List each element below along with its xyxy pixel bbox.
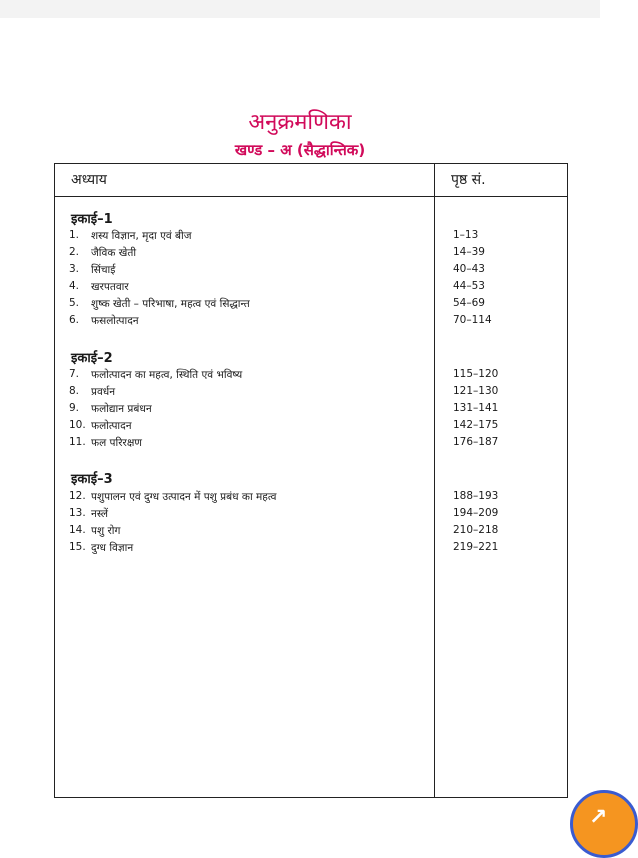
chapter-title: पशुपालन एवं दुग्ध उत्पादन में पशु प्रबंध का महत्व (91, 491, 277, 503)
page-range: 54–69 (453, 297, 485, 309)
toc-row[interactable] (69, 385, 559, 401)
chapter-number: 7. (69, 368, 80, 380)
page-range: 142–175 (453, 419, 499, 431)
page-range: 14–39 (453, 246, 485, 258)
chapter-number: 15. (69, 541, 86, 553)
toc-row[interactable] (69, 297, 559, 313)
chapter-title: दुग्ध विज्ञान (91, 542, 134, 554)
chapter-title: नस्लें (91, 508, 109, 520)
page-range: 194–209 (453, 507, 499, 519)
toc-row[interactable] (69, 263, 559, 279)
page-title: अनुक्रमणिका (248, 110, 352, 135)
page-range: 44–53 (453, 280, 485, 292)
toc-row[interactable] (69, 419, 559, 435)
chapter-title: फलोत्पादन (91, 420, 132, 432)
toc-row[interactable] (69, 541, 559, 557)
chapter-title: जैविक खेती (91, 247, 137, 259)
chapter-number: 3. (69, 263, 80, 275)
chapter-title: पशु रोग (91, 525, 121, 537)
page-range: 40–43 (453, 263, 485, 275)
toc-row[interactable] (69, 280, 559, 296)
page-range: 176–187 (453, 436, 499, 448)
toc-row[interactable] (69, 246, 559, 262)
unit-heading: इकाई–1 (71, 212, 113, 227)
toc-row[interactable] (69, 314, 559, 330)
toc-row[interactable] (69, 229, 559, 245)
chapter-title: फल परिरक्षण (91, 437, 142, 449)
chapter-number: 11. (69, 436, 86, 448)
unit-heading: इकाई–2 (71, 351, 113, 366)
toc-row[interactable] (69, 524, 559, 540)
unit-heading: इकाई–3 (71, 472, 113, 487)
arrow-up-right-icon: ↗ (589, 805, 608, 830)
chapter-column-header: अध्याय (71, 172, 107, 188)
page-range: 1–13 (453, 229, 479, 241)
page-range: 70–114 (453, 314, 492, 326)
chapter-number: 6. (69, 314, 80, 326)
page-column-header: पृष्ठ सं. (451, 172, 486, 188)
chapter-title: शुष्क खेती – परिभाषा, महत्व एवं सिद्धान्त (91, 298, 250, 310)
contents-table (54, 163, 568, 798)
chapter-number: 13. (69, 507, 86, 519)
toc-row[interactable] (69, 368, 559, 384)
chapter-number: 4. (69, 280, 80, 292)
chapter-title: खरपतवार (91, 281, 129, 293)
toc-row[interactable] (69, 436, 559, 452)
chapter-title: फसलोत्पादन (91, 315, 139, 327)
chapter-title: प्रवर्धन (91, 386, 116, 398)
chapter-number: 10. (69, 419, 86, 431)
page-range: 188–193 (453, 490, 499, 502)
page-range: 131–141 (453, 402, 499, 414)
chapter-title: शस्य विज्ञान, मृदा एवं बीज (91, 230, 192, 242)
page-range: 115–120 (453, 368, 499, 380)
chapter-number: 14. (69, 524, 86, 536)
toc-row[interactable] (69, 507, 559, 523)
floating-action-button[interactable] (570, 790, 638, 858)
chapter-title: फलोद्यान प्रबंधन (91, 403, 152, 415)
toc-row[interactable] (69, 490, 559, 506)
page-range: 121–130 (453, 385, 499, 397)
chapter-title: फलोत्पादन का महत्व, स्थिति एवं भविष्य (91, 369, 243, 381)
chapter-number: 8. (69, 385, 80, 397)
chapter-number: 5. (69, 297, 80, 309)
header-rule (55, 196, 567, 197)
section-subtitle: खण्ड – अ (सैद्धान्तिक) (234, 141, 366, 159)
chapter-title: सिंचाई (91, 264, 116, 276)
chapter-number: 1. (69, 229, 80, 241)
page-range: 219–221 (453, 541, 499, 553)
chapter-number: 9. (69, 402, 80, 414)
toc-row[interactable] (69, 402, 559, 418)
chapter-number: 12. (69, 490, 86, 502)
page-range: 210–218 (453, 524, 499, 536)
chapter-number: 2. (69, 246, 80, 258)
